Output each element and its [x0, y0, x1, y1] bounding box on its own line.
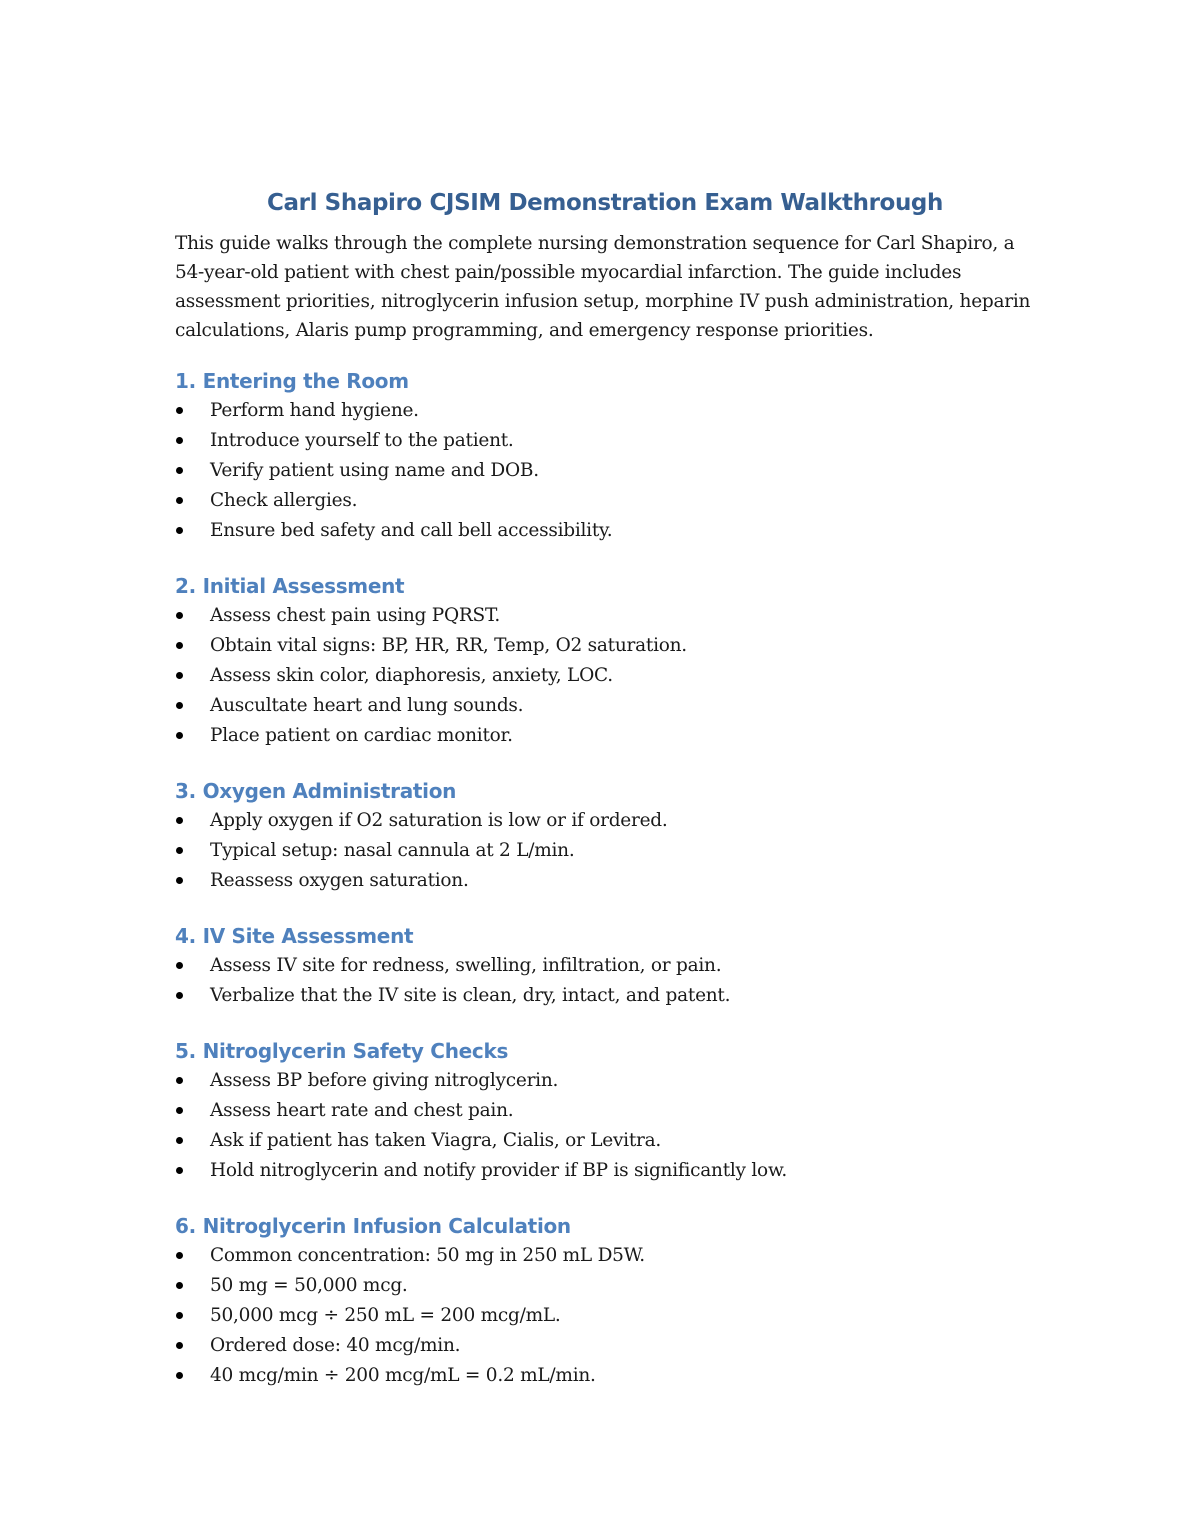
list-item	[175, 1126, 1035, 1156]
bullet-icon	[176, 1137, 183, 1144]
list-item	[175, 866, 1035, 896]
list-item-text: 50,000 mcg ÷ 250 mL = 200 mcg/mL.	[210, 1305, 561, 1326]
list-item	[175, 1301, 1035, 1331]
bullet-list	[175, 951, 1035, 1011]
section-iv-site-assessment	[175, 921, 1035, 1011]
bullet-icon	[176, 642, 183, 649]
list-item-text: Verbalize that the IV site is clean, dry, intact, and patent.	[210, 985, 731, 1006]
list-item-text: Reassess oxygen saturation.	[210, 870, 469, 891]
bullet-list	[175, 1066, 1035, 1186]
section-heading: 6. Nitroglycerin Infusion Calculation	[175, 1214, 571, 1238]
bullet-icon	[176, 1372, 183, 1379]
list-item-text: Auscultate heart and lung sounds.	[210, 695, 524, 716]
bullet-list	[175, 806, 1035, 896]
list-item	[175, 691, 1035, 721]
bullet-icon	[176, 847, 183, 854]
bullet-icon	[176, 672, 183, 679]
list-item	[175, 836, 1035, 866]
bullet-icon	[176, 527, 183, 534]
list-item-text: Ask if patient has taken Viagra, Cialis, or Levitra.	[210, 1130, 662, 1151]
list-item-text: Hold nitroglycerin and notify provider if BP is significantly low.	[210, 1160, 787, 1181]
bullet-icon	[176, 612, 183, 619]
list-item-text: Typical setup: nasal cannula at 2 L/min.	[210, 840, 575, 861]
bullet-list	[175, 1241, 1035, 1391]
bullet-icon	[176, 962, 183, 969]
intro-paragraph: This guide walks through the complete nursing demonstration sequence for Carl Shapiro, a 54-year-old patient with chest pain/possible myocardial infarction. The guide includes assessment priorities, nitroglycerin infusion setup, morphine IV push administration, heparin calculations, Alaris pump programming, and emergency response priorities.	[175, 233, 1031, 341]
list-item-text: Assess IV site for redness, swelling, infiltration, or pain.	[210, 955, 722, 976]
list-item-text: Check allergies.	[210, 490, 358, 511]
bullet-list	[175, 396, 1035, 546]
list-item	[175, 631, 1035, 661]
list-item	[175, 426, 1035, 456]
document-title: Carl Shapiro CJSIM Demonstration Exam Walkthrough	[267, 190, 943, 216]
list-item-text: Ordered dose: 40 mcg/min.	[210, 1335, 461, 1356]
list-item	[175, 516, 1035, 546]
section-heading: 5. Nitroglycerin Safety Checks	[175, 1039, 509, 1063]
section-heading: 3. Oxygen Administration	[175, 779, 457, 803]
bullet-icon	[176, 437, 183, 444]
list-item-text: Assess heart rate and chest pain.	[210, 1100, 514, 1121]
bullet-icon	[176, 1282, 183, 1289]
list-item	[175, 601, 1035, 631]
list-item-text: Ensure bed safety and call bell accessibility.	[210, 520, 613, 541]
list-item	[175, 456, 1035, 486]
bullet-icon	[176, 467, 183, 474]
list-item-text: Apply oxygen if O2 saturation is low or if ordered.	[210, 810, 668, 831]
section-nitroglycerin-safety	[175, 1036, 1035, 1186]
bullet-icon	[176, 1252, 183, 1259]
list-item-text: Assess chest pain using PQRST.	[210, 605, 500, 626]
list-item-text: Common concentration: 50 mg in 250 mL D5W.	[210, 1245, 645, 1266]
bullet-icon	[176, 497, 183, 504]
list-item-text: Obtain vital signs: BP, HR, RR, Temp, O2 saturation.	[210, 635, 687, 656]
section-heading: 1. Entering the Room	[175, 369, 409, 393]
list-item	[175, 1271, 1035, 1301]
bullet-icon	[176, 877, 183, 884]
list-item	[175, 1331, 1035, 1361]
list-item	[175, 806, 1035, 836]
document-page	[175, 186, 1035, 1391]
section-heading: 4. IV Site Assessment	[175, 924, 414, 948]
list-item	[175, 486, 1035, 516]
list-item-text: Assess skin color, diaphoresis, anxiety, LOC.	[210, 665, 613, 686]
bullet-icon	[176, 1342, 183, 1349]
bullet-icon	[176, 992, 183, 999]
section-oxygen-administration	[175, 776, 1035, 896]
list-item-text: 40 mcg/min ÷ 200 mcg/mL = 0.2 mL/min.	[210, 1365, 596, 1386]
list-item	[175, 951, 1035, 981]
section-initial-assessment	[175, 571, 1035, 751]
bullet-icon	[176, 817, 183, 824]
list-item	[175, 1241, 1035, 1271]
list-item-text: Perform hand hygiene.	[210, 400, 419, 421]
bullet-icon	[176, 1077, 183, 1084]
list-item-text: Assess BP before giving nitroglycerin.	[210, 1070, 559, 1091]
bullet-icon	[176, 1312, 183, 1319]
section-entering-room	[175, 366, 1035, 546]
list-item	[175, 661, 1035, 691]
bullet-icon	[176, 702, 183, 709]
list-item	[175, 1066, 1035, 1096]
bullet-icon	[176, 1167, 183, 1174]
list-item-text: 50 mg = 50,000 mcg.	[210, 1275, 408, 1296]
list-item	[175, 981, 1035, 1011]
bullet-icon	[176, 1107, 183, 1114]
section-nitroglycerin-calculation	[175, 1211, 1035, 1391]
list-item	[175, 721, 1035, 751]
section-heading: 2. Initial Assessment	[175, 574, 405, 598]
list-item	[175, 396, 1035, 426]
list-item-text: Introduce yourself to the patient.	[210, 430, 514, 451]
bullet-icon	[176, 407, 183, 414]
list-item-text: Place patient on cardiac monitor.	[210, 725, 513, 746]
bullet-icon	[176, 732, 183, 739]
list-item	[175, 1156, 1035, 1186]
list-item	[175, 1361, 1035, 1391]
bullet-list	[175, 601, 1035, 751]
list-item-text: Verify patient using name and DOB.	[210, 460, 539, 481]
list-item	[175, 1096, 1035, 1126]
